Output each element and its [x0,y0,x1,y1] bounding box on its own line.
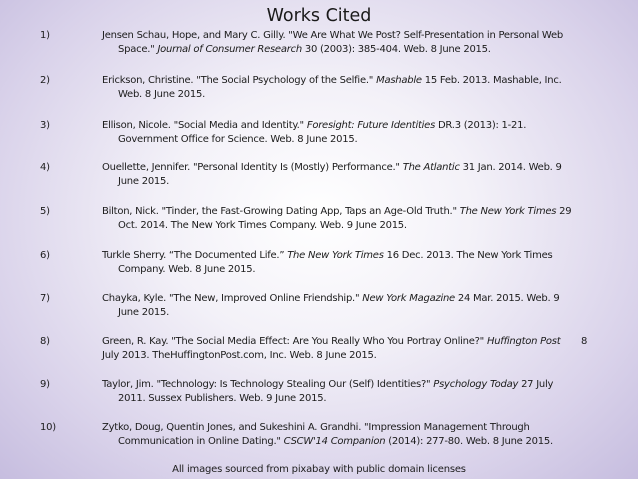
reference-line-1: Turkle Sherry. “The Documented Life.” The New York Times 16 Dec. 2013. The New York Times [102,250,553,261]
reference-line-2: July 2013. TheHuffingtonPost.com, Inc. Web. 8 June 2015. [102,349,377,361]
reference-number: 3) [40,120,50,131]
reference-number: 5) [40,206,50,217]
reference-number: 6) [40,250,50,261]
reference-number: 4) [40,162,50,173]
reference-line-2: Government Office for Science. Web. 8 June 2015. [118,133,358,145]
reference-line-2: Space." Journal of Consumer Research 30 (2003): 385-404. Web. 8 June 2015. [118,43,491,55]
page-title: Works Cited [266,6,372,26]
reference-line-1: Taylor, Jim. "Technology: Is Technology Stealing Our (Self) Identities?" Psychology Today 27 July [102,379,554,390]
reference-line-1: Zytko, Doug, Quentin Jones, and Sukeshini A. Grandhi. "Impression Management Through [102,422,530,433]
reference-line-2: Web. 8 June 2015. [118,88,206,100]
reference-line-1: Erickson, Christine. "The Social Psychology of the Selfie." Mashable 15 Feb. 2013. Mashable, Inc. [102,75,562,86]
reference-line-1: Ouellette, Jennifer. "Personal Identity Is (Mostly) Performance." The Atlantic 31 Jan. 2014. Web. 9 [102,162,562,173]
reference-line-2: Oct. 2014. The New York Times Company. Web. 9 June 2015. [118,219,407,231]
reference-line-2: June 2015. [118,175,170,187]
reference-number: 8) [40,336,50,347]
reference-line-1: Ellison, Nicole. "Social Media and Identity." Foresight: Future Identities DR.3 (2013): 1-21. [102,120,527,131]
reference-line-1: Green, R. Kay. "The Social Media Effect: Are You Really Who You Portray Online?" Huffington Post [102,336,561,347]
reference-line-1: Bilton, Nick. "Tinder, the Fast-Growing Dating App, Taps an Age-Old Truth." The New York Times 29 [102,206,572,217]
reference-line-1: Chayka, Kyle. "The New, Improved Online Friendship." New York Magazine 24 Mar. 2015. Web. 9 [102,293,560,304]
reference-line-1: Jensen Schau, Hope, and Mary C. Gilly. "We Are What We Post? Self-Presentation in Personal Web [102,30,563,41]
reference-line-2: June 2015. [118,306,170,318]
reference-number: 9) [40,379,50,390]
reference-number: 2) [40,75,50,86]
image-credit-footer: All images sourced from pixabay with public domain licenses [172,464,466,475]
reference-number: 1) [40,30,50,41]
reference-number: 7) [40,293,50,304]
reference-line-2: 2011. Sussex Publishers. Web. 9 June 2015. [118,392,327,404]
reference-side-number: 8 [581,336,588,347]
reference-line-2: Company. Web. 8 June 2015. [118,263,256,275]
reference-line-2: Communication in Online Dating." CSCW'14 Companion (2014): 277-80. Web. 8 June 2015. [118,435,553,447]
reference-number: 10) [40,422,56,433]
